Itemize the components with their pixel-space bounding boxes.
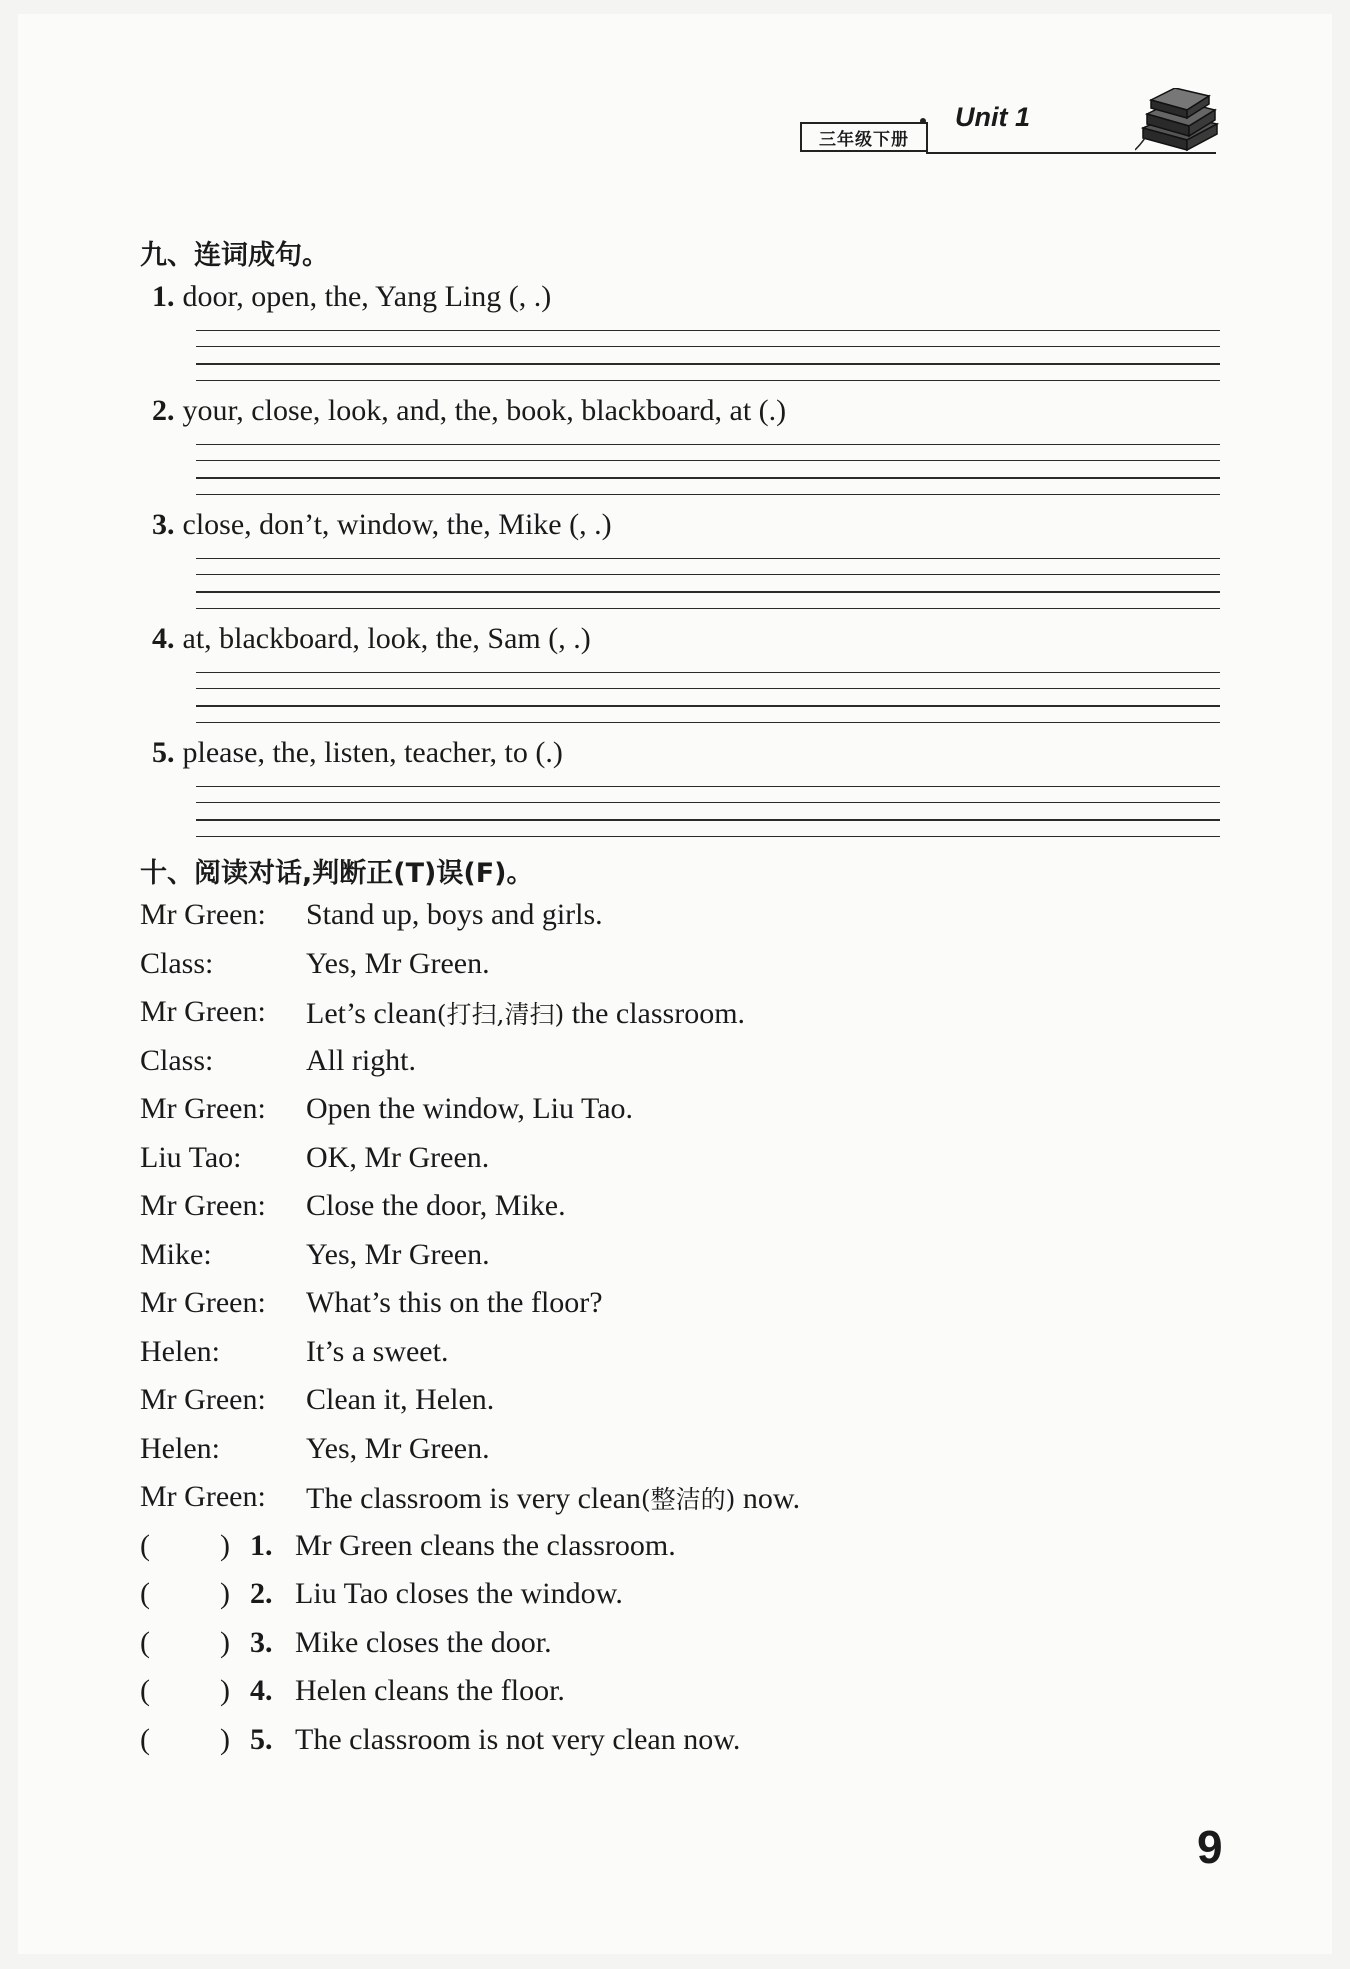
utterance: Yes, Mr Green. — [306, 947, 490, 980]
utterance: All right. — [306, 1044, 416, 1077]
utterance: OK, Mr Green. — [306, 1141, 490, 1174]
writing-line — [196, 558, 1220, 559]
statement-text: The classroom is not very clean now. — [295, 1723, 741, 1756]
utterance: Yes, Mr Green. — [306, 1432, 490, 1465]
unit-label: Unit 1 — [955, 102, 1031, 132]
answer-close-paren: ) — [220, 1723, 230, 1756]
utterance — [306, 1480, 800, 1516]
speaker: Liu Tao: — [140, 1141, 242, 1174]
writing-line — [196, 494, 1220, 495]
grade-label: 三年级下册 — [800, 122, 928, 152]
answer-open-paren: ( — [140, 1674, 150, 1707]
utterance: Yes, Mr Green. — [306, 1238, 490, 1271]
statement-number: 3. — [250, 1626, 273, 1659]
utterance: Clean it, Helen. — [306, 1383, 495, 1416]
writing-line — [196, 786, 1220, 787]
answer-close-paren: ) — [220, 1674, 230, 1707]
page-number: 9 — [1197, 1821, 1223, 1873]
speaker: Mr Green: — [140, 1189, 266, 1222]
speaker: Mike: — [140, 1238, 212, 1271]
question-4 — [152, 622, 591, 656]
books-icon — [1135, 88, 1225, 158]
question-5 — [152, 736, 563, 770]
utterance — [306, 995, 745, 1031]
speaker: Helen: — [140, 1335, 220, 1368]
speaker: Mr Green: — [140, 995, 266, 1028]
writing-line — [196, 688, 1220, 689]
writing-line — [196, 591, 1220, 593]
writing-line — [196, 330, 1220, 331]
answer-close-paren: ) — [220, 1626, 230, 1659]
writing-line — [196, 444, 1220, 445]
utterance-part: Let’s clean — [306, 997, 437, 1030]
question-words: door, open, the, Yang Ling (, .) — [182, 280, 552, 313]
answer-close-paren: ) — [220, 1577, 230, 1610]
speaker: Class: — [140, 947, 214, 980]
question-2 — [152, 394, 786, 428]
section-10-title: 十、阅读对话,判断正(T)误(F)。 — [140, 858, 534, 889]
statement-number: 5. — [250, 1723, 273, 1756]
answer-open-paren: ( — [140, 1626, 150, 1659]
speaker: Mr Green: — [140, 1286, 266, 1319]
utterance: It’s a sweet. — [306, 1335, 449, 1368]
question-words: at, blackboard, look, the, Sam (, .) — [182, 622, 591, 655]
chinese-gloss: (打扫,清扫) — [436, 1000, 565, 1029]
utterance-part: The classroom is very clean — [306, 1482, 641, 1515]
writing-line — [196, 574, 1220, 575]
speaker: Mr Green: — [140, 1092, 266, 1125]
question-words: please, the, listen, teacher, to (.) — [182, 736, 563, 769]
question-number: 3. — [152, 508, 175, 541]
utterance: Close the door, Mike. — [306, 1189, 566, 1222]
answer-open-paren: ( — [140, 1529, 150, 1562]
speaker: Helen: — [140, 1432, 220, 1465]
utterance: What’s this on the floor? — [306, 1286, 603, 1319]
question-number: 5. — [152, 736, 175, 769]
writing-line — [196, 363, 1220, 365]
question-number: 4. — [152, 622, 175, 655]
utterance-part: the classroom. — [564, 997, 746, 1030]
utterance: Open the window, Liu Tao. — [306, 1092, 634, 1125]
statement-text: Mr Green cleans the classroom. — [295, 1529, 676, 1562]
statement-number: 1. — [250, 1529, 273, 1562]
speaker: Class: — [140, 1044, 214, 1077]
speaker: Mr Green: — [140, 898, 266, 931]
header-dot — [920, 118, 926, 124]
writing-line — [196, 836, 1220, 837]
answer-open-paren: ( — [140, 1723, 150, 1756]
writing-line — [196, 477, 1220, 479]
writing-line — [196, 672, 1220, 673]
question-words: close, don’t, window, the, Mike (, .) — [182, 508, 612, 541]
question-number: 1. — [152, 280, 175, 313]
question-words: your, close, look, and, the, book, blackboard, at (.) — [182, 394, 787, 427]
utterance-part: now. — [735, 1482, 801, 1515]
speaker: Mr Green: — [140, 1383, 266, 1416]
utterance: Stand up, boys and girls. — [306, 898, 603, 931]
answer-open-paren: ( — [140, 1577, 150, 1610]
writing-line — [196, 722, 1220, 723]
question-number: 2. — [152, 394, 175, 427]
statement-number: 2. — [250, 1577, 273, 1610]
speaker: Mr Green: — [140, 1480, 266, 1513]
question-3 — [152, 508, 612, 542]
question-1 — [152, 280, 551, 314]
writing-line — [196, 460, 1220, 461]
statement-text: Mike closes the door. — [295, 1626, 552, 1659]
writing-line — [196, 380, 1220, 381]
chinese-gloss: (整洁的) — [640, 1485, 736, 1514]
statement-number: 4. — [250, 1674, 273, 1707]
writing-line — [196, 608, 1220, 609]
section-9-title: 九、连词成句。 — [140, 240, 329, 271]
answer-close-paren: ) — [220, 1529, 230, 1562]
writing-line — [196, 346, 1220, 347]
statement-text: Helen cleans the floor. — [295, 1674, 565, 1707]
writing-line — [196, 705, 1220, 707]
writing-line — [196, 819, 1220, 821]
statement-text: Liu Tao closes the window. — [295, 1577, 623, 1610]
writing-line — [196, 802, 1220, 803]
